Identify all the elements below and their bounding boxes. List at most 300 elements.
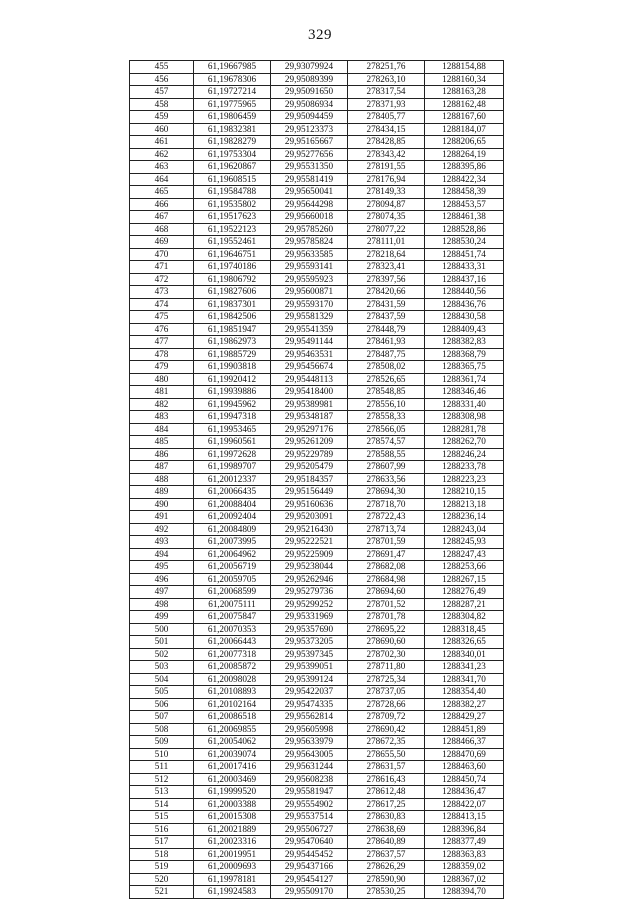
latitude-cell: 61,19806792	[194, 273, 271, 286]
longitude-cell: 29,95357690	[271, 623, 348, 636]
latitude-cell: 61,19842506	[194, 311, 271, 324]
x-coordinate-cell: 278397,56	[348, 273, 425, 286]
longitude-cell: 29,95554902	[271, 798, 348, 811]
table-row	[130, 598, 504, 611]
x-coordinate-cell: 278251,76	[348, 61, 425, 74]
point-number-cell: 515	[130, 811, 194, 824]
x-coordinate-cell: 278607,99	[348, 461, 425, 474]
point-number-cell: 498	[130, 598, 194, 611]
latitude-cell: 61,20102164	[194, 698, 271, 711]
point-number-cell: 478	[130, 348, 194, 361]
x-coordinate-cell: 278448,79	[348, 323, 425, 336]
longitude-cell: 29,95605998	[271, 723, 348, 736]
x-coordinate-cell: 278631,57	[348, 761, 425, 774]
longitude-cell: 29,95650041	[271, 186, 348, 199]
table-row	[130, 373, 504, 386]
latitude-cell: 61,19608515	[194, 173, 271, 186]
latitude-cell: 61,20073995	[194, 536, 271, 549]
x-coordinate-cell: 278630,83	[348, 811, 425, 824]
table-row	[130, 436, 504, 449]
y-coordinate-cell: 1288308,98	[425, 411, 504, 424]
latitude-cell: 61,20023316	[194, 836, 271, 849]
latitude-cell: 61,20075111	[194, 598, 271, 611]
table-row	[130, 773, 504, 786]
longitude-cell: 29,95643005	[271, 748, 348, 761]
y-coordinate-cell: 1288346,46	[425, 386, 504, 399]
latitude-cell: 61,20039074	[194, 748, 271, 761]
latitude-cell: 61,19978181	[194, 873, 271, 886]
table-row	[130, 648, 504, 661]
x-coordinate-cell: 278317,54	[348, 86, 425, 99]
y-coordinate-cell: 1288436,47	[425, 786, 504, 799]
table-row	[130, 198, 504, 211]
latitude-cell: 61,19740186	[194, 261, 271, 274]
y-coordinate-cell: 1288267,15	[425, 573, 504, 586]
y-coordinate-cell: 1288450,74	[425, 773, 504, 786]
y-coordinate-cell: 1288361,74	[425, 373, 504, 386]
table-row	[130, 236, 504, 249]
latitude-cell: 61,20003469	[194, 773, 271, 786]
y-coordinate-cell: 1288326,65	[425, 636, 504, 649]
longitude-cell: 29,95785260	[271, 223, 348, 236]
table-row	[130, 748, 504, 761]
x-coordinate-cell: 278640,89	[348, 836, 425, 849]
latitude-cell: 61,20088404	[194, 498, 271, 511]
latitude-cell: 61,20092404	[194, 511, 271, 524]
table-row	[130, 298, 504, 311]
table-row	[130, 486, 504, 499]
x-coordinate-cell: 278737,05	[348, 686, 425, 699]
y-coordinate-cell: 1288236,14	[425, 511, 504, 524]
y-coordinate-cell: 1288163,28	[425, 86, 504, 99]
y-coordinate-cell: 1288395,86	[425, 161, 504, 174]
x-coordinate-cell: 278690,42	[348, 723, 425, 736]
longitude-cell: 29,95531350	[271, 161, 348, 174]
point-number-cell: 501	[130, 636, 194, 649]
point-number-cell: 496	[130, 573, 194, 586]
x-coordinate-cell: 278718,70	[348, 498, 425, 511]
longitude-cell: 29,95299252	[271, 598, 348, 611]
longitude-cell: 29,95156449	[271, 486, 348, 499]
y-coordinate-cell: 1288396,84	[425, 823, 504, 836]
table-row	[130, 548, 504, 561]
x-coordinate-cell: 278566,05	[348, 423, 425, 436]
point-number-cell: 504	[130, 673, 194, 686]
x-coordinate-cell: 278526,65	[348, 373, 425, 386]
y-coordinate-cell: 1288466,37	[425, 736, 504, 749]
point-number-cell: 508	[130, 723, 194, 736]
longitude-cell: 29,95593170	[271, 298, 348, 311]
longitude-cell: 29,95506727	[271, 823, 348, 836]
latitude-cell: 61,19920412	[194, 373, 271, 386]
longitude-cell: 29,95297176	[271, 423, 348, 436]
latitude-cell: 61,20059705	[194, 573, 271, 586]
latitude-cell: 61,20085872	[194, 661, 271, 674]
x-coordinate-cell: 278508,02	[348, 361, 425, 374]
x-coordinate-cell: 278191,55	[348, 161, 425, 174]
y-coordinate-cell: 1288233,78	[425, 461, 504, 474]
y-coordinate-cell: 1288367,02	[425, 873, 504, 886]
point-number-cell: 477	[130, 336, 194, 349]
longitude-cell: 29,95203091	[271, 511, 348, 524]
x-coordinate-cell: 278263,10	[348, 73, 425, 86]
point-number-cell: 519	[130, 861, 194, 874]
point-number-cell: 472	[130, 273, 194, 286]
y-coordinate-cell: 1288281,78	[425, 423, 504, 436]
point-number-cell: 455	[130, 61, 194, 74]
latitude-cell: 61,19989707	[194, 461, 271, 474]
latitude-cell: 61,20108893	[194, 686, 271, 699]
table-row	[130, 173, 504, 186]
point-number-cell: 469	[130, 236, 194, 249]
point-number-cell: 481	[130, 386, 194, 399]
point-number-cell: 459	[130, 111, 194, 124]
x-coordinate-cell: 278077,22	[348, 223, 425, 236]
point-number-cell: 497	[130, 586, 194, 599]
longitude-cell: 29,95086934	[271, 98, 348, 111]
coordinates-table	[129, 60, 504, 899]
point-number-cell: 470	[130, 248, 194, 261]
y-coordinate-cell: 1288382,27	[425, 698, 504, 711]
longitude-cell: 29,95229789	[271, 448, 348, 461]
latitude-cell: 61,19620867	[194, 161, 271, 174]
latitude-cell: 61,20086518	[194, 711, 271, 724]
latitude-cell: 61,19885729	[194, 348, 271, 361]
y-coordinate-cell: 1288382,83	[425, 336, 504, 349]
point-number-cell: 468	[130, 223, 194, 236]
point-number-cell: 520	[130, 873, 194, 886]
y-coordinate-cell: 1288340,01	[425, 648, 504, 661]
point-number-cell: 510	[130, 748, 194, 761]
y-coordinate-cell: 1288160,34	[425, 73, 504, 86]
table-row	[130, 98, 504, 111]
latitude-cell: 61,19535802	[194, 198, 271, 211]
y-coordinate-cell: 1288154,88	[425, 61, 504, 74]
latitude-cell: 61,19851947	[194, 323, 271, 336]
latitude-cell: 61,19939886	[194, 386, 271, 399]
x-coordinate-cell: 278558,33	[348, 411, 425, 424]
latitude-cell: 61,20069855	[194, 723, 271, 736]
y-coordinate-cell: 1288530,24	[425, 236, 504, 249]
x-coordinate-cell: 278682,08	[348, 561, 425, 574]
page-number: 329	[308, 27, 332, 43]
latitude-cell: 61,19828279	[194, 136, 271, 149]
x-coordinate-cell: 278612,48	[348, 786, 425, 799]
point-number-cell: 466	[130, 198, 194, 211]
table-row	[130, 786, 504, 799]
latitude-cell: 61,20003388	[194, 798, 271, 811]
y-coordinate-cell: 1288210,15	[425, 486, 504, 499]
x-coordinate-cell: 278701,59	[348, 536, 425, 549]
latitude-cell: 61,19862973	[194, 336, 271, 349]
longitude-cell: 29,95595923	[271, 273, 348, 286]
table-row	[130, 136, 504, 149]
longitude-cell: 29,95491144	[271, 336, 348, 349]
x-coordinate-cell: 278701,78	[348, 611, 425, 624]
table-row	[130, 798, 504, 811]
point-number-cell: 456	[130, 73, 194, 86]
x-coordinate-cell: 278725,34	[348, 673, 425, 686]
table-row	[130, 711, 504, 724]
point-number-cell: 509	[130, 736, 194, 749]
longitude-cell: 29,95331969	[271, 611, 348, 624]
longitude-cell: 29,95373205	[271, 636, 348, 649]
x-coordinate-cell: 278617,25	[348, 798, 425, 811]
table-row	[130, 673, 504, 686]
x-coordinate-cell: 278431,59	[348, 298, 425, 311]
table-row	[130, 523, 504, 536]
longitude-cell: 29,95448113	[271, 373, 348, 386]
longitude-cell: 29,95785824	[271, 236, 348, 249]
latitude-cell: 61,20075847	[194, 611, 271, 624]
y-coordinate-cell: 1288264,19	[425, 148, 504, 161]
latitude-cell: 61,19584788	[194, 186, 271, 199]
latitude-cell: 61,19522123	[194, 223, 271, 236]
longitude-cell: 29,95277656	[271, 148, 348, 161]
latitude-cell: 61,20017416	[194, 761, 271, 774]
x-coordinate-cell: 278111,01	[348, 236, 425, 249]
latitude-cell: 61,19945962	[194, 398, 271, 411]
x-coordinate-cell: 278655,50	[348, 748, 425, 761]
table-row	[130, 861, 504, 874]
x-coordinate-cell: 278691,47	[348, 548, 425, 561]
y-coordinate-cell: 1288436,76	[425, 298, 504, 311]
table-row	[130, 423, 504, 436]
point-number-cell: 518	[130, 848, 194, 861]
y-coordinate-cell: 1288453,57	[425, 198, 504, 211]
y-coordinate-cell: 1288247,43	[425, 548, 504, 561]
point-number-cell: 493	[130, 536, 194, 549]
y-coordinate-cell: 1288458,39	[425, 186, 504, 199]
latitude-cell: 61,20064962	[194, 548, 271, 561]
latitude-cell: 61,19552461	[194, 236, 271, 249]
x-coordinate-cell: 278548,85	[348, 386, 425, 399]
point-number-cell: 473	[130, 286, 194, 299]
x-coordinate-cell: 278218,64	[348, 248, 425, 261]
longitude-cell: 29,95633585	[271, 248, 348, 261]
longitude-cell: 29,95225909	[271, 548, 348, 561]
latitude-cell: 61,20054062	[194, 736, 271, 749]
table-row	[130, 273, 504, 286]
y-coordinate-cell: 1288430,58	[425, 311, 504, 324]
point-number-cell: 494	[130, 548, 194, 561]
y-coordinate-cell: 1288409,43	[425, 323, 504, 336]
point-number-cell: 499	[130, 611, 194, 624]
y-coordinate-cell: 1288470,69	[425, 748, 504, 761]
point-number-cell: 492	[130, 523, 194, 536]
y-coordinate-cell: 1288461,38	[425, 211, 504, 224]
longitude-cell: 29,95348187	[271, 411, 348, 424]
table-row	[130, 498, 504, 511]
x-coordinate-cell: 278556,10	[348, 398, 425, 411]
x-coordinate-cell: 278094,87	[348, 198, 425, 211]
latitude-cell: 61,19903818	[194, 361, 271, 374]
latitude-cell: 61,20015308	[194, 811, 271, 824]
x-coordinate-cell: 278149,33	[348, 186, 425, 199]
x-coordinate-cell: 278574,57	[348, 436, 425, 449]
x-coordinate-cell: 278713,74	[348, 523, 425, 536]
point-number-cell: 505	[130, 686, 194, 699]
x-coordinate-cell: 278694,30	[348, 486, 425, 499]
latitude-cell: 61,20009693	[194, 861, 271, 874]
point-number-cell: 506	[130, 698, 194, 711]
y-coordinate-cell: 1288184,07	[425, 123, 504, 136]
latitude-cell: 61,20021889	[194, 823, 271, 836]
table-row	[130, 573, 504, 586]
longitude-cell: 29,93079924	[271, 61, 348, 74]
table-row	[130, 348, 504, 361]
y-coordinate-cell: 1288363,83	[425, 848, 504, 861]
longitude-cell: 29,95463531	[271, 348, 348, 361]
longitude-cell: 29,95608238	[271, 773, 348, 786]
table-row	[130, 411, 504, 424]
table-row	[130, 361, 504, 374]
longitude-cell: 29,95562814	[271, 711, 348, 724]
longitude-cell: 29,95644298	[271, 198, 348, 211]
longitude-cell: 29,95631244	[271, 761, 348, 774]
point-number-cell: 483	[130, 411, 194, 424]
table-row	[130, 73, 504, 86]
longitude-cell: 29,95261209	[271, 436, 348, 449]
point-number-cell: 486	[130, 448, 194, 461]
x-coordinate-cell: 278428,85	[348, 136, 425, 149]
longitude-cell: 29,95418400	[271, 386, 348, 399]
y-coordinate-cell: 1288429,27	[425, 711, 504, 724]
longitude-cell: 29,95581419	[271, 173, 348, 186]
y-coordinate-cell: 1288243,04	[425, 523, 504, 536]
longitude-cell: 29,95397345	[271, 648, 348, 661]
point-number-cell: 512	[130, 773, 194, 786]
y-coordinate-cell: 1288167,60	[425, 111, 504, 124]
y-coordinate-cell: 1288331,40	[425, 398, 504, 411]
table-row	[130, 761, 504, 774]
table-row	[130, 461, 504, 474]
x-coordinate-cell: 278694,60	[348, 586, 425, 599]
x-coordinate-cell: 278176,94	[348, 173, 425, 186]
point-number-cell: 514	[130, 798, 194, 811]
y-coordinate-cell: 1288318,45	[425, 623, 504, 636]
longitude-cell: 29,95470640	[271, 836, 348, 849]
longitude-cell: 29,95581947	[271, 786, 348, 799]
point-number-cell: 475	[130, 311, 194, 324]
longitude-cell: 29,95160636	[271, 498, 348, 511]
x-coordinate-cell: 278633,56	[348, 473, 425, 486]
x-coordinate-cell: 278684,98	[348, 573, 425, 586]
point-number-cell: 487	[130, 461, 194, 474]
y-coordinate-cell: 1288451,74	[425, 248, 504, 261]
y-coordinate-cell: 1288304,82	[425, 611, 504, 624]
table-row	[130, 86, 504, 99]
x-coordinate-cell: 278461,93	[348, 336, 425, 349]
longitude-cell: 29,95123373	[271, 123, 348, 136]
point-number-cell: 457	[130, 86, 194, 99]
longitude-cell: 29,95094459	[271, 111, 348, 124]
longitude-cell: 29,95581329	[271, 311, 348, 324]
longitude-cell: 29,95509170	[271, 886, 348, 899]
point-number-cell: 463	[130, 161, 194, 174]
table-row	[130, 311, 504, 324]
latitude-cell: 61,19646751	[194, 248, 271, 261]
point-number-cell: 507	[130, 711, 194, 724]
latitude-cell: 61,20084809	[194, 523, 271, 536]
table-row	[130, 473, 504, 486]
point-number-cell: 500	[130, 623, 194, 636]
y-coordinate-cell: 1288368,79	[425, 348, 504, 361]
y-coordinate-cell: 1288451,89	[425, 723, 504, 736]
x-coordinate-cell: 278588,55	[348, 448, 425, 461]
latitude-cell: 61,20012337	[194, 473, 271, 486]
table-row	[130, 161, 504, 174]
table-row	[130, 448, 504, 461]
point-number-cell: 517	[130, 836, 194, 849]
table-row	[130, 661, 504, 674]
y-coordinate-cell: 1288359,02	[425, 861, 504, 874]
latitude-cell: 61,19947318	[194, 411, 271, 424]
longitude-cell: 29,95279736	[271, 586, 348, 599]
point-number-cell: 495	[130, 561, 194, 574]
longitude-cell: 29,95091650	[271, 86, 348, 99]
y-coordinate-cell: 1288422,34	[425, 173, 504, 186]
point-number-cell: 471	[130, 261, 194, 274]
longitude-cell: 29,95454127	[271, 873, 348, 886]
longitude-cell: 29,95474335	[271, 698, 348, 711]
y-coordinate-cell: 1288276,49	[425, 586, 504, 599]
latitude-cell: 61,19953465	[194, 423, 271, 436]
x-coordinate-cell: 278638,69	[348, 823, 425, 836]
latitude-cell: 61,19972628	[194, 448, 271, 461]
longitude-cell: 29,95399051	[271, 661, 348, 674]
point-number-cell: 458	[130, 98, 194, 111]
y-coordinate-cell: 1288377,49	[425, 836, 504, 849]
latitude-cell: 61,19827606	[194, 286, 271, 299]
longitude-cell: 29,95593141	[271, 261, 348, 274]
point-number-cell: 489	[130, 486, 194, 499]
latitude-cell: 61,19753304	[194, 148, 271, 161]
latitude-cell: 61,20070353	[194, 623, 271, 636]
y-coordinate-cell: 1288437,16	[425, 273, 504, 286]
longitude-cell: 29,95445452	[271, 848, 348, 861]
x-coordinate-cell: 278637,57	[348, 848, 425, 861]
point-number-cell: 474	[130, 298, 194, 311]
y-coordinate-cell: 1288528,86	[425, 223, 504, 236]
y-coordinate-cell: 1288341,70	[425, 673, 504, 686]
point-number-cell: 480	[130, 373, 194, 386]
point-number-cell: 485	[130, 436, 194, 449]
longitude-cell: 29,95216430	[271, 523, 348, 536]
latitude-cell: 61,19960561	[194, 436, 271, 449]
longitude-cell: 29,95660018	[271, 211, 348, 224]
point-number-cell: 503	[130, 661, 194, 674]
table-row	[130, 261, 504, 274]
table-row	[130, 686, 504, 699]
table-row	[130, 698, 504, 711]
table-row	[130, 723, 504, 736]
table-row	[130, 186, 504, 199]
x-coordinate-cell: 278722,43	[348, 511, 425, 524]
table-row	[130, 536, 504, 549]
y-coordinate-cell: 1288213,18	[425, 498, 504, 511]
y-coordinate-cell: 1288245,93	[425, 536, 504, 549]
point-number-cell: 461	[130, 136, 194, 149]
longitude-cell: 29,95633979	[271, 736, 348, 749]
table-row	[130, 386, 504, 399]
x-coordinate-cell: 278420,66	[348, 286, 425, 299]
longitude-cell: 29,95205479	[271, 461, 348, 474]
table-row	[130, 248, 504, 261]
table-row	[130, 611, 504, 624]
point-number-cell: 462	[130, 148, 194, 161]
y-coordinate-cell: 1288246,24	[425, 448, 504, 461]
